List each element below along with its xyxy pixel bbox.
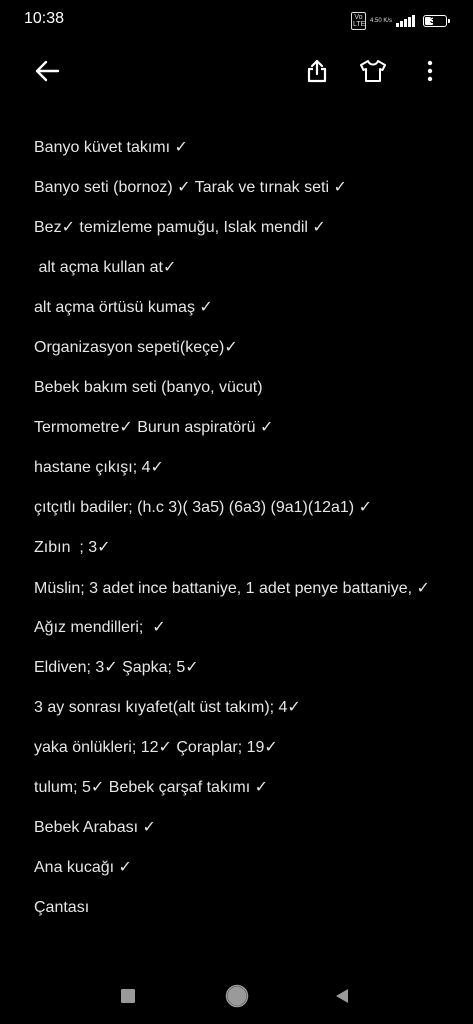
note-line: Banyo küvet takımı ✓ (34, 139, 188, 156)
note-line: Bebek bakım seti (banyo, vücut) (34, 379, 263, 396)
tshirt-icon (359, 59, 387, 83)
square-recents-icon (120, 988, 136, 1004)
note-line: Banyo seti (bornoz) ✓ Tarak ve tırnak seti ✓ (34, 179, 347, 196)
circle-home-icon (225, 984, 249, 1008)
note-line: tulum; 5✓ Bebek çarşaf takımı ✓ (34, 779, 269, 796)
theme-button[interactable] (350, 48, 396, 94)
note-line: Bez✓ temizleme pamuğu, Islak mendil ✓ (34, 219, 326, 236)
note-line: alt açma örtüsü kumaş ✓ (34, 299, 213, 316)
share-icon (305, 58, 329, 84)
battery-percent: 35 (429, 15, 440, 25)
more-vertical-icon (427, 60, 433, 82)
note-line: Ana kucağı ✓ (34, 859, 132, 876)
note-line: Termometre✓ Burun aspiratörü ✓ (34, 419, 274, 436)
note-line: Eldiven; 3✓ Şapka; 5✓ (34, 659, 199, 676)
back-nav-button[interactable] (324, 978, 360, 1014)
note-line: çıtçıtlı badiler; (h.c 3)( 3a5) (6a3) (9a1)(12a1) ✓ (34, 499, 372, 516)
status-time: 10:38 (24, 10, 65, 27)
system-navigation-bar (0, 968, 473, 1024)
network-speed: 4.50 K/s (369, 17, 392, 24)
note-content[interactable] (34, 128, 453, 928)
note-line: 3 ay sonrası kıyafet(alt üst takım); 4✓ (34, 699, 301, 716)
battery-icon (423, 15, 447, 27)
note-line: hastane çıkışı; 4✓ (34, 459, 164, 476)
signal-icon (396, 15, 415, 27)
note-line: Ağız mendilleri; ✓ (34, 619, 166, 636)
volte-icon: Vo LTE (352, 14, 366, 28)
note-line: Zıbın ; 3✓ (34, 539, 111, 556)
note-line: Bebek Arabası ✓ (34, 819, 156, 836)
note-line: yaka önlükleri; 12✓ Çoraplar; 19✓ (34, 739, 278, 756)
note-line: Organizasyon sepeti(keçe)✓ (34, 339, 238, 356)
home-button[interactable] (219, 978, 255, 1014)
triangle-back-icon (334, 987, 350, 1005)
share-button[interactable] (294, 48, 340, 94)
arrow-left-icon (33, 57, 61, 85)
recent-apps-button[interactable] (110, 978, 146, 1014)
note-line: alt açma kullan at✓ (34, 259, 177, 276)
note-line: Müslin; 3 adet ince battaniye, 1 adet penye battaniye, ✓ (34, 580, 430, 597)
back-button[interactable] (24, 48, 70, 94)
status-bar (0, 0, 473, 40)
top-app-bar (0, 48, 473, 94)
more-options-button[interactable] (407, 48, 453, 94)
note-line: Çantası (34, 899, 90, 916)
status-icons (351, 12, 447, 30)
